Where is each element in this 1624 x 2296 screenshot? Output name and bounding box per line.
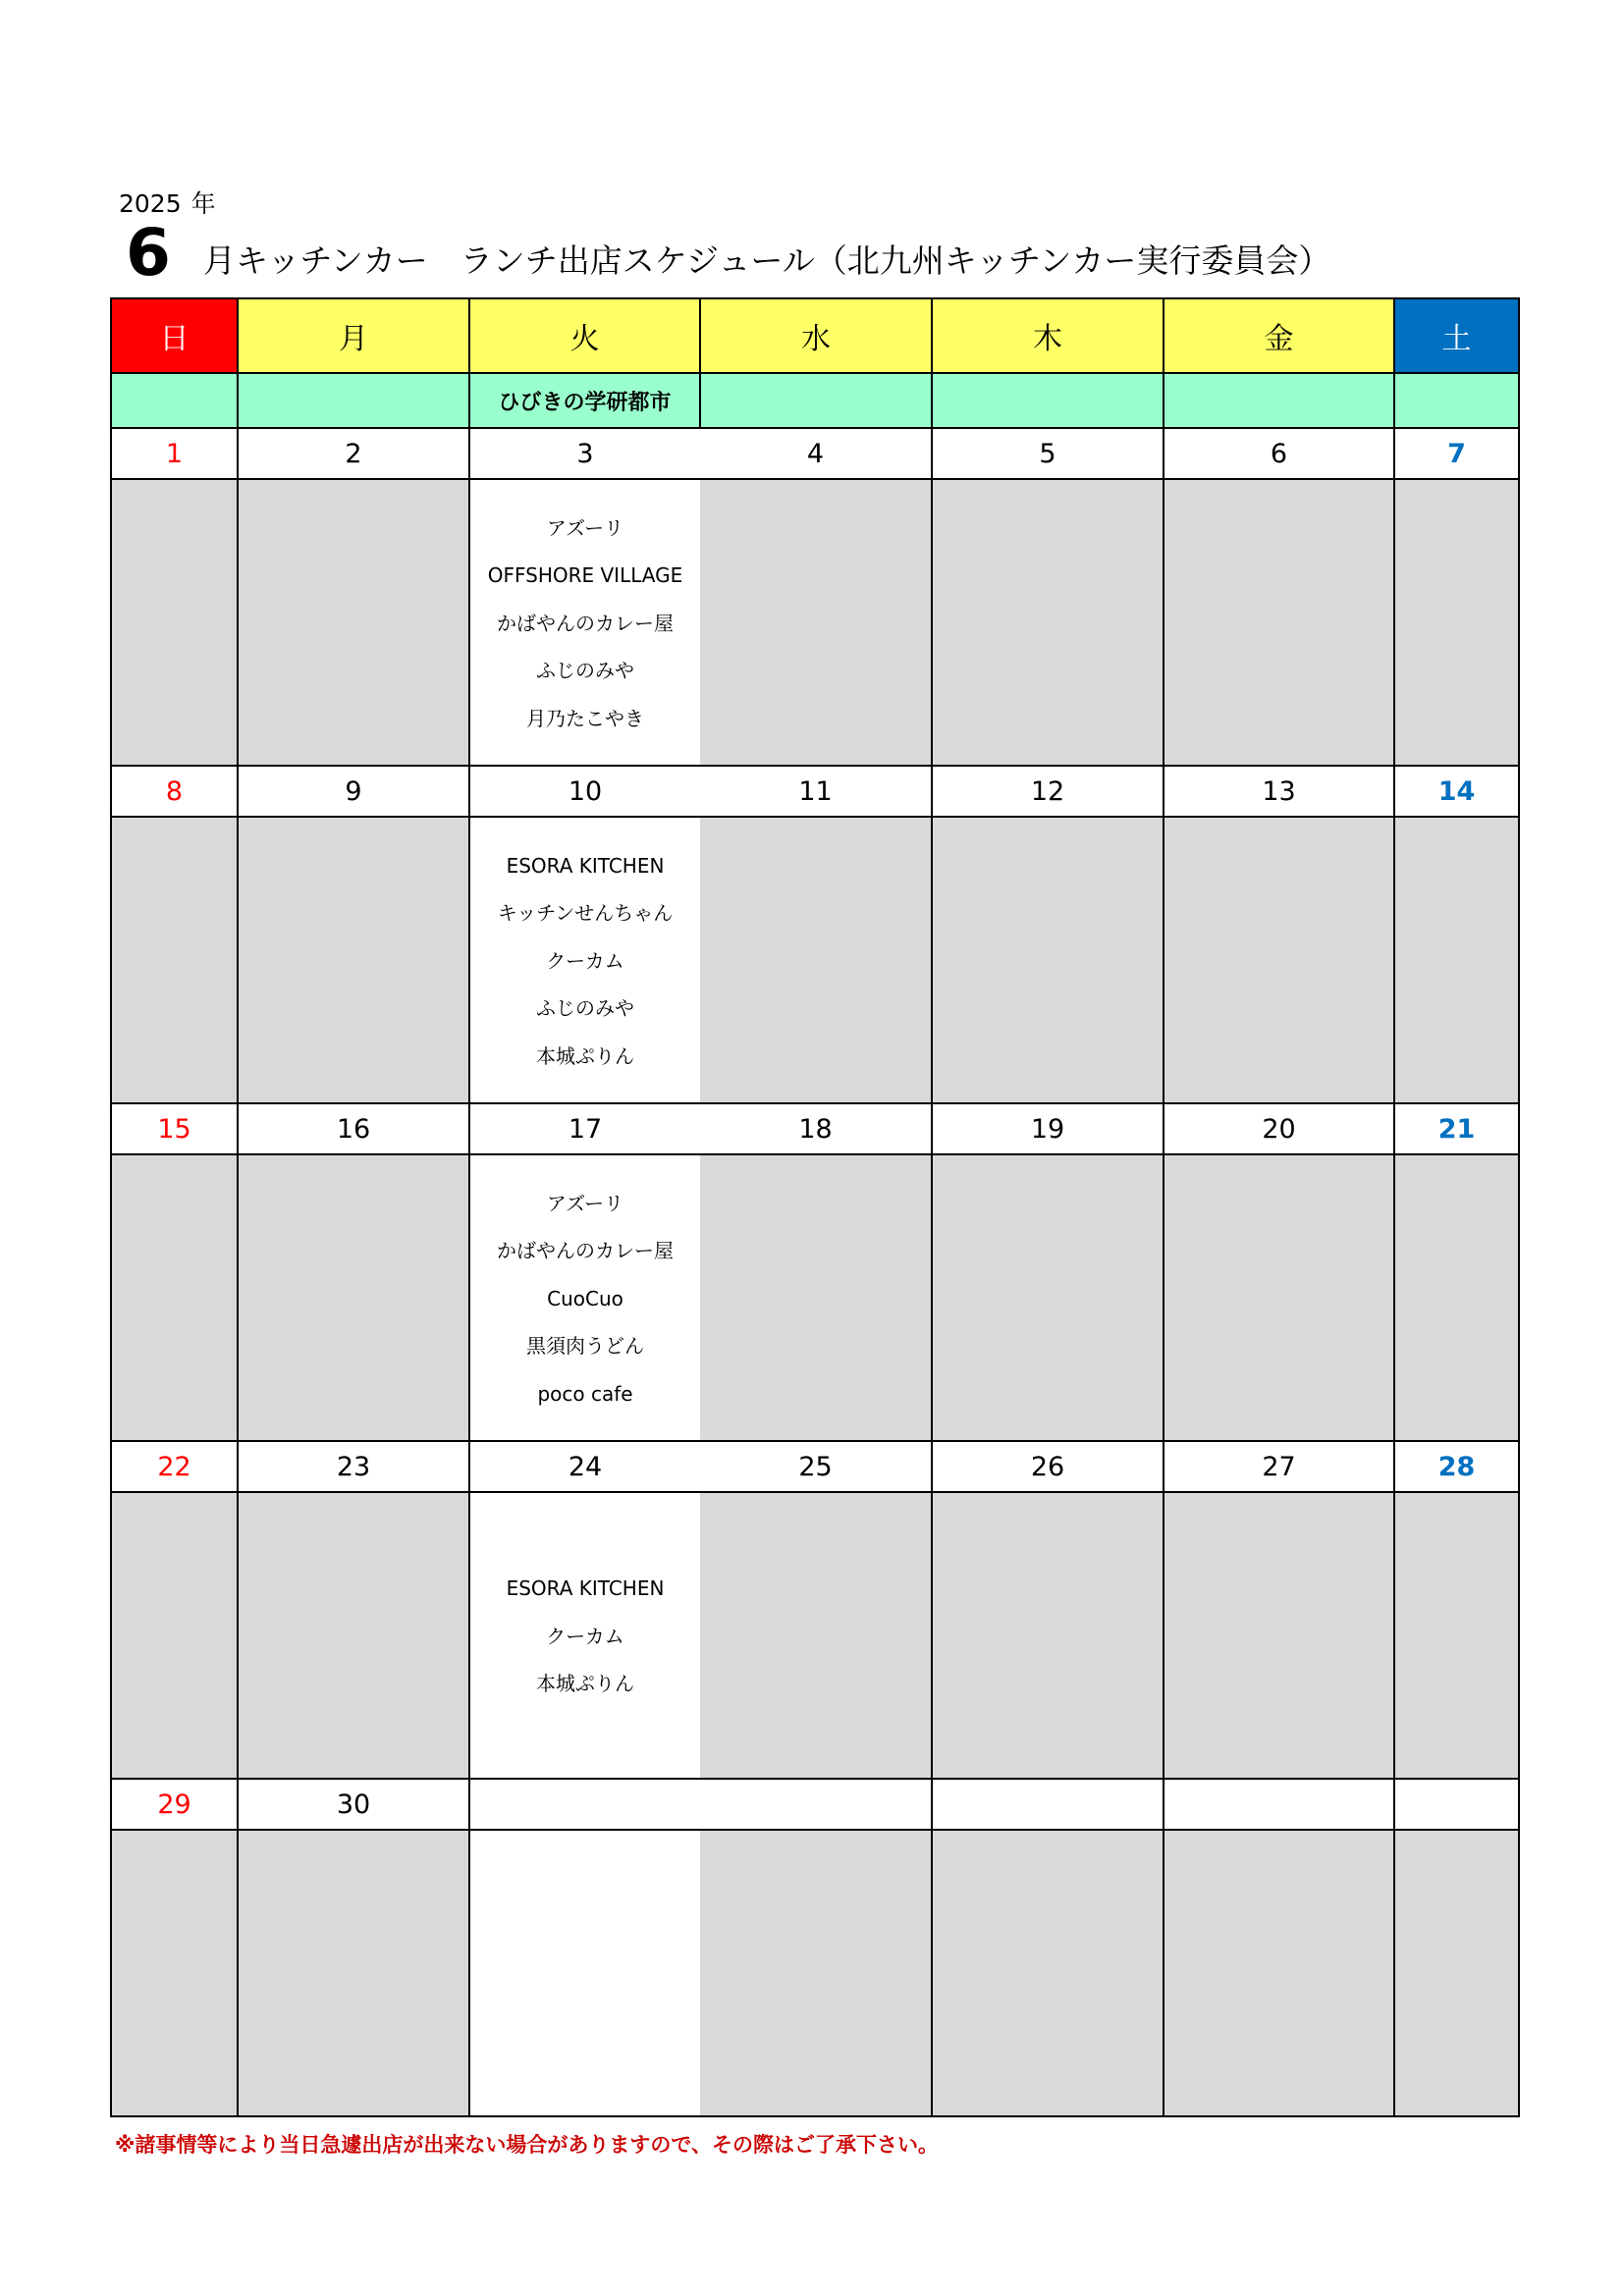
date-cell-thu: [932, 1779, 1164, 1830]
date-cell-sat: [1394, 1779, 1519, 1830]
schedule-cell-sat: [1394, 1492, 1519, 1779]
date-cell-thu: 19: [932, 1103, 1164, 1154]
schedule-cell-fri: [1164, 479, 1394, 766]
vendor-name: ESORA KITCHEN: [506, 853, 665, 878]
year-value: 2025: [119, 189, 182, 218]
date-cell-wed: 25: [700, 1441, 932, 1492]
date-cell-thu: 26: [932, 1441, 1164, 1492]
weekday-fri: 金: [1164, 298, 1394, 373]
location-cell-tue: ひびきの学研都市: [469, 373, 700, 428]
vendor-name: OFFSHORE VILLAGE: [487, 563, 683, 588]
date-cell-mon: 16: [238, 1103, 469, 1154]
schedule-cell-mon: [238, 1492, 469, 1779]
schedule-cell-tue: [469, 817, 700, 1103]
date-cell-mon: 9: [238, 766, 469, 817]
schedule-cell-fri: [1164, 817, 1394, 1103]
date-row: [111, 428, 1519, 479]
date-row: [111, 766, 1519, 817]
vendor-name: ふじのみや: [536, 996, 634, 1021]
schedule-cell-wed: [700, 1830, 932, 2116]
date-cell-tue: 3: [469, 428, 700, 479]
schedule-cell-thu: [932, 1154, 1164, 1441]
vendor-name: クーカム: [546, 1624, 624, 1648]
vendor-list: [470, 503, 700, 743]
vendor-name: 本城ぷりん: [536, 1043, 634, 1068]
vendor-name: 黒須肉うどん: [526, 1334, 644, 1359]
weekday-wed: 水: [700, 298, 932, 373]
vendor-name: 本城ぷりん: [536, 1672, 634, 1696]
schedule-row: [111, 1154, 1519, 1441]
vendor-name: 月乃たこやき: [526, 706, 644, 730]
vendor-list: [470, 1563, 700, 1708]
vendor-name: かばやんのカレー屋: [497, 1239, 674, 1263]
schedule-cell-thu: [932, 1492, 1164, 1779]
schedule-row: [111, 479, 1519, 766]
schedule-cell-sun: [111, 1830, 238, 2116]
schedule-cell-mon: [238, 479, 469, 766]
schedule-cell-sun: [111, 1154, 238, 1441]
date-cell-tue: 24: [469, 1441, 700, 1492]
date-cell-sun: 1: [111, 428, 238, 479]
date-cell-fri: [1164, 1779, 1394, 1830]
schedule-cell-thu: [932, 479, 1164, 766]
date-cell-sun: 15: [111, 1103, 238, 1154]
month-number: 6: [126, 215, 171, 291]
date-cell-mon: 30: [238, 1779, 469, 1830]
schedule-cell-thu: [932, 817, 1164, 1103]
schedule-cell-fri: [1164, 1830, 1394, 2116]
schedule-cell-sun: [111, 817, 238, 1103]
vendor-list: [470, 1178, 700, 1418]
schedule-cell-sun: [111, 1492, 238, 1779]
date-row: [111, 1779, 1519, 1830]
date-cell-mon: 2: [238, 428, 469, 479]
vendor-name: キッチンせんちゃん: [497, 901, 674, 926]
weekday-header-row: [111, 298, 1519, 373]
date-cell-sun: 29: [111, 1779, 238, 1830]
schedule-cell-wed: [700, 1154, 932, 1441]
date-cell-tue: 10: [469, 766, 700, 817]
schedule-row: [111, 1492, 1519, 1779]
schedule-cell-mon: [238, 817, 469, 1103]
schedule-row: [111, 817, 1519, 1103]
date-cell-tue: [469, 1779, 700, 1830]
date-cell-fri: 20: [1164, 1103, 1394, 1154]
date-cell-wed: 18: [700, 1103, 932, 1154]
schedule-cell-mon: [238, 1154, 469, 1441]
vendor-name: かばやんのカレー屋: [497, 611, 674, 635]
schedule-cell-fri: [1164, 1492, 1394, 1779]
schedule-cell-wed: [700, 817, 932, 1103]
schedule-cell-wed: [700, 1492, 932, 1779]
vendor-name: クーカム: [546, 948, 624, 973]
vendor-list: [470, 840, 700, 1081]
date-cell-mon: 23: [238, 1441, 469, 1492]
date-row: [111, 1441, 1519, 1492]
date-cell-sat: 21: [1394, 1103, 1519, 1154]
date-cell-tue: 17: [469, 1103, 700, 1154]
date-cell-wed: 4: [700, 428, 932, 479]
date-cell-sun: 22: [111, 1441, 238, 1492]
schedule-cell-tue: [469, 1830, 700, 2116]
location-cell-mon: [238, 373, 469, 428]
weekday-sat: 土: [1394, 298, 1519, 373]
location-cell-sat: [1394, 373, 1519, 428]
year-suffix: 年: [190, 189, 216, 218]
date-cell-thu: 12: [932, 766, 1164, 817]
location-cell-fri: [1164, 373, 1394, 428]
location-cell-wed: [700, 373, 932, 428]
schedule-cell-mon: [238, 1830, 469, 2116]
vendor-name: CuoCuo: [547, 1286, 623, 1310]
schedule-cell-sat: [1394, 1154, 1519, 1441]
vendor-name: poco cafe: [537, 1381, 633, 1406]
vendor-name: ESORA KITCHEN: [506, 1576, 665, 1601]
location-cell-sun: [111, 373, 238, 428]
location-cell-thu: [932, 373, 1164, 428]
date-cell-thu: 5: [932, 428, 1164, 479]
vendor-list: [470, 1972, 700, 1974]
schedule-cell-fri: [1164, 1154, 1394, 1441]
date-cell-wed: [700, 1779, 932, 1830]
schedule-cell-sat: [1394, 1830, 1519, 2116]
date-cell-wed: 11: [700, 766, 932, 817]
date-cell-fri: 13: [1164, 766, 1394, 817]
schedule-cell-tue: [469, 1492, 700, 1779]
date-cell-sat: 7: [1394, 428, 1519, 479]
date-cell-sat: 14: [1394, 766, 1519, 817]
schedule-row: [111, 1830, 1519, 2116]
schedule-cell-wed: [700, 479, 932, 766]
weekday-mon: 月: [238, 298, 469, 373]
date-cell-sun: 8: [111, 766, 238, 817]
schedule-cell-sat: [1394, 479, 1519, 766]
vendor-name: アズーリ: [546, 515, 624, 540]
date-row: [111, 1103, 1519, 1154]
weekday-tue: 火: [469, 298, 700, 373]
footnote: ※諸事情等により当日急遽出店が出来ない場合がありますので、その際はご了承下さい。: [115, 2133, 939, 2157]
weekday-thu: 木: [932, 298, 1164, 373]
location-row: [111, 373, 1519, 428]
schedule-cell-tue: [469, 479, 700, 766]
schedule-cell-tue: [469, 1154, 700, 1441]
weekday-sun: 日: [111, 298, 238, 373]
date-cell-sat: 28: [1394, 1441, 1519, 1492]
vendor-name: アズーリ: [546, 1191, 624, 1215]
calendar-table: [110, 297, 1520, 2117]
vendor-name: ふじのみや: [536, 659, 634, 683]
title-text: 月キッチンカー ランチ出店スケジュール（北九州キッチンカー実行委員会）: [203, 241, 1331, 280]
schedule-cell-thu: [932, 1830, 1164, 2116]
schedule-cell-sun: [111, 479, 238, 766]
date-cell-fri: 27: [1164, 1441, 1394, 1492]
date-cell-fri: 6: [1164, 428, 1394, 479]
schedule-cell-sat: [1394, 817, 1519, 1103]
